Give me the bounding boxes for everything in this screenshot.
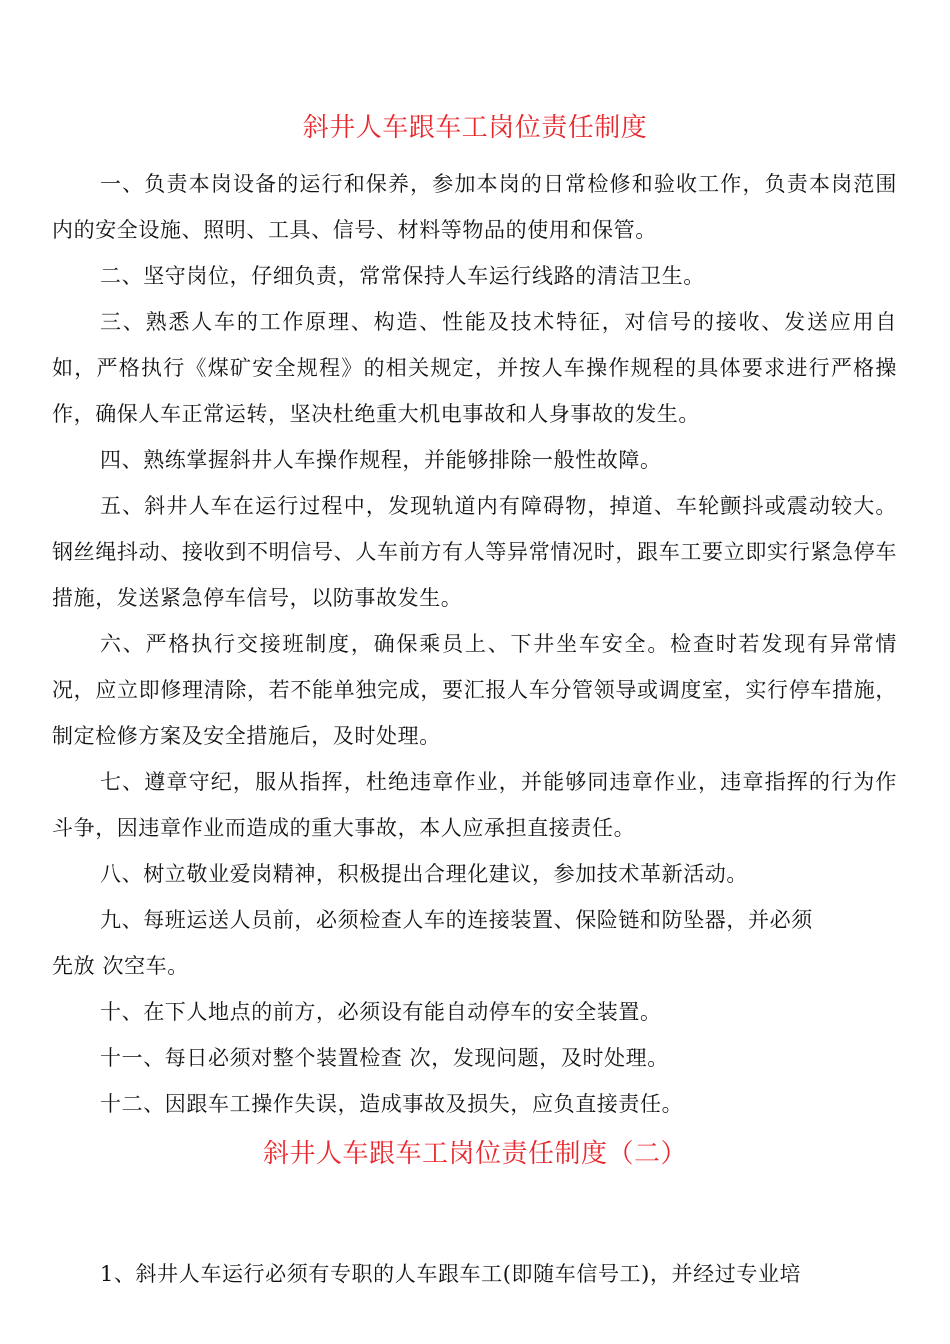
paragraph-9: 九、每班运送人员前，必须检查人车的连接装置、保险链和防坠器，并必须 <box>100 908 813 932</box>
section-2-paragraph-1: 1、斜井人车运行必须有专职的人车跟车工(即随车信号工)，并经过专业培 <box>100 1262 802 1286</box>
paragraph-2: 二、坚守岗位，仔细负责，常常保持人车运行线路的清洁卫生。 <box>100 264 705 288</box>
document-title: 斜井人车跟车工岗位责任制度 <box>302 113 648 143</box>
paragraph-1: 一、负责本岗设备的运行和保养，参加本岗的日常检修和验收工作，负责本岗范围内的安全设施、照明、工具、信号、材料等物品的使用和保管。 <box>52 172 897 242</box>
paragraph-6: 六、严格执行交接班制度，确保乘员上、下井坐车安全。检查时若发现有异常情况，应立即修理清除，若不能单独完成，要汇报人车分管领导或调度室，实行停车措施，制定检修方案及安全措施后，及时处理。 <box>52 632 897 748</box>
paragraph-4: 四、熟练掌握斜井人车操作规程，并能够排除一般性故障。 <box>100 448 662 472</box>
paragraph-3: 三、熟悉人车的工作原理、构造、性能及技术特征，对信号的接收、发送应用自如，严格执行《煤矿安全规程》的相关规定，并按人车操作规程的具体要求进行严格操作，确保人车正常运转，坚决杜绝重大机电事故和人身事故的发生。 <box>52 310 897 426</box>
paragraph-7: 七、遵章守纪，服从指挥，杜绝违章作业，并能够同违章作业，违章指挥的行为作斗争，因违章作业而造成的重大事故，本人应承担直接责任。 <box>52 770 897 840</box>
paragraph-11: 十一、每日必须对整个装置检查 次，发现问题，及时处理。 <box>100 1046 669 1070</box>
paragraph-5: 五、斜井人车在运行过程中，发现轨道内有障碍物，掉道、车轮颤抖或震动较大。钢丝绳抖动、接收到不明信号、人车前方有人等异常情况时，跟车工要立即实行紧急停车措施，发送紧急停车信号，以防事故发生。 <box>52 494 897 610</box>
section-2-title: 斜井人车跟车工岗位责任制度（二） <box>262 1139 687 1169</box>
paragraph-12: 十二、因跟车工操作失误，造成事故及损失，应负直接责任。 <box>100 1092 684 1116</box>
paragraph-10: 十、在下人地点的前方，必须设有能自动停车的安全装置。 <box>100 1000 662 1024</box>
paragraph-8: 八、树立敬业爱岗精神，积极提出合理化建议，参加技术革新活动。 <box>100 862 748 886</box>
paragraph-9-continuation: 先放 次空车。 <box>52 954 189 978</box>
